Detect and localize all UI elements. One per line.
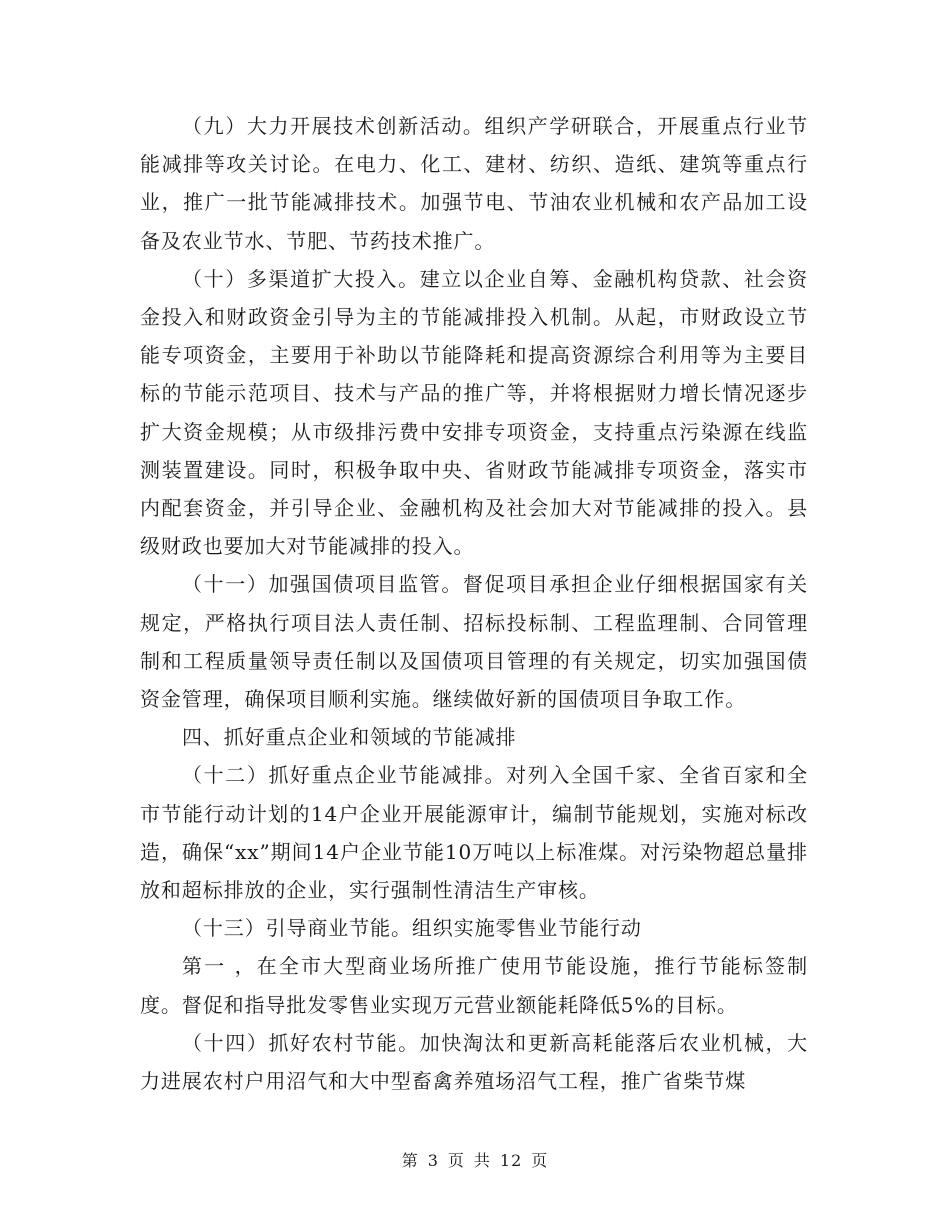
- footer-total-pages: 12: [499, 1151, 523, 1170]
- paragraph-item-12: （十二）抓好重点企业节能减排。对列入全国千家、全省百家和全市节能行动计划的14户企业开展能源审计，编制节能规划，实施对标改造，确保“xx”期间14户企业节能10万吨以上标准煤。对污染物超总量排放和超标排放的企业，实行强制性清洁生产审核。: [140, 763, 808, 903]
- paragraph-item-13: （十三）引导商业节能。组织实施零售业节能行动: [182, 916, 642, 941]
- page-footer: [0, 1150, 950, 1172]
- paragraph-item-14: （十四）抓好农村节能。加快淘汰和更新高耗能落后农业机械，大力进展农村户用沼气和大中型畜禽养殖场沼气工程，推广省柴节煤: [140, 1030, 808, 1094]
- footer-suffix: 页: [531, 1151, 549, 1170]
- paragraph-item-11: （十一）加强国债项目监管。督促项目承担企业仔细根据国家有关规定，严格执行项目法人责任制、招标投标制、工程监理制、合同管理制和工程质量领导责任制以及国债项目管理的有关规定，切实加强国债资金管理，确保项目顺利实施。继续做好新的国债项目争取工作。: [140, 572, 808, 712]
- section-heading-4: 四、抓好重点企业和领域的节能减排: [182, 725, 517, 750]
- footer-total-word: 共: [473, 1151, 491, 1170]
- document-body: [140, 107, 808, 1100]
- paragraph-item-9: （九）大力开展技术创新活动。组织产学研联合，开展重点行业节能减排等攻关讨论。在电力、化工、建材、纺织、造纸、建筑等重点行业，推广一批节能减排技术。加强节电、节油农业机械和农产品加工设备及农业节水、节肥、节药技术推广。: [140, 114, 808, 253]
- paragraph-first-point: 第一 ，在全市大型商业场所推广使用节能设施，推行节能标签制度。督促和指导批发零售业实现万元营业额能耗降低5%的目标。: [140, 954, 808, 1017]
- footer-prefix: 第: [401, 1151, 419, 1170]
- paragraph-item-10: （十）多渠道扩大投入。建立以企业自筹、金融机构贷款、社会资金投入和财政资金引导为主的节能减排投入机制。从起，市财政设立节能专项资金，主要用于补助以节能降耗和提高资源综合利用等为主要目标的节能示范项目、技术与产品的推广等，并将根据财力增长情况逐步扩大资金规模；从市级排污费中安排专项资金，支持重点污染源在线监测装置建设。同时，积极争取中央、省财政节能减排专项资金，落实市内配套资金，并引导企业、金融机构及社会加大对节能减排的投入。县级财政也要加大对节能减排的投入。: [140, 266, 808, 559]
- footer-page-number: 3: [427, 1151, 439, 1170]
- footer-page-word: 页: [447, 1151, 465, 1170]
